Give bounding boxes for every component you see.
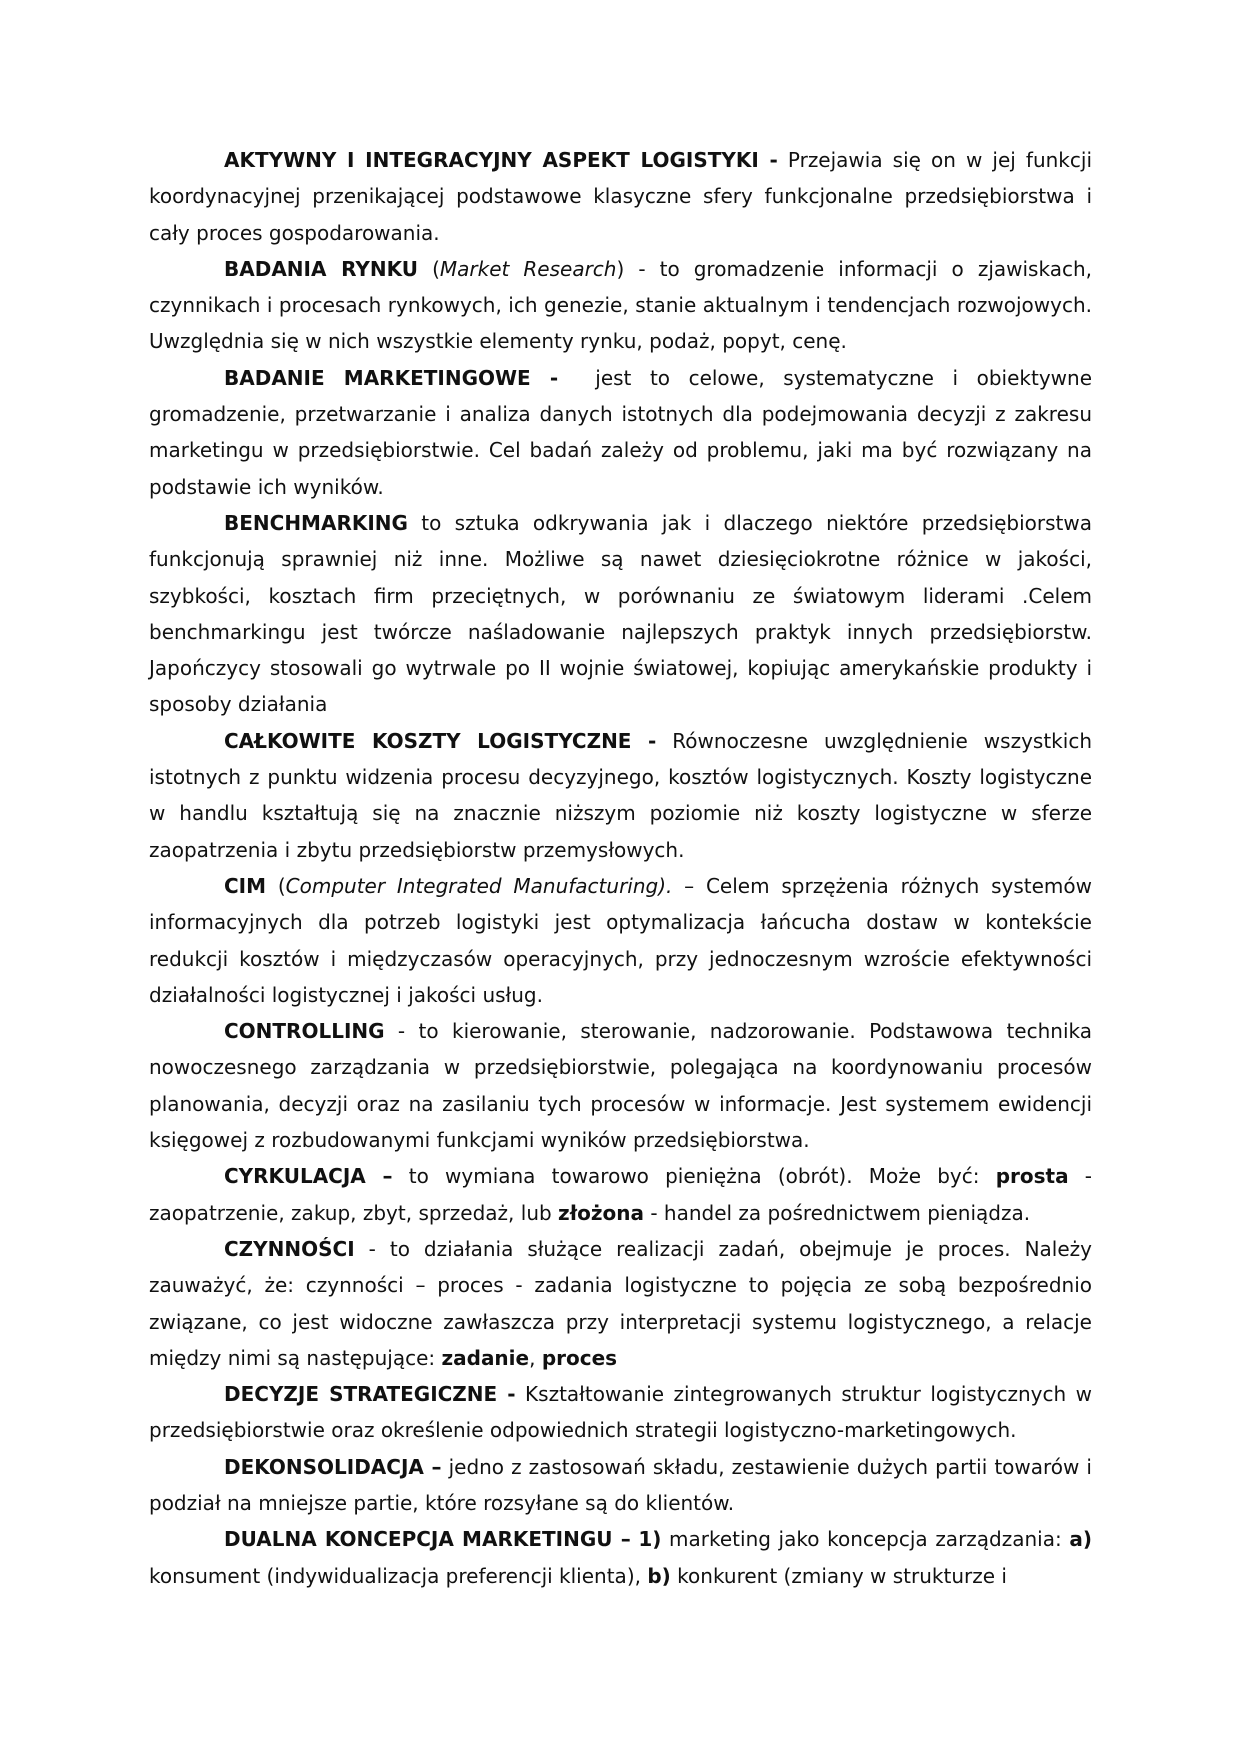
bold-keyword: b) bbox=[647, 1563, 671, 1588]
definition-text: - to kierowanie, sterowanie, nadzorowanie. Podstawowa technika nowoczesnego zarządzania w przedsiębiorstwie, polegająca na koordynowaniu procesów planowania, decyzji oraz na zasilaniu tych procesów w informacje. Jest systemem ewidencji księgowej z rozbudowanymi funkcjami wyników przedsiębiorstwa. bbox=[149, 1019, 1092, 1153]
term-heading: CAŁKOWITE KOSZTY LOGISTYCZNE - bbox=[224, 728, 657, 753]
term-heading: CZYNNOŚCI bbox=[224, 1236, 355, 1261]
definition-text: ) - to gromadzenie informacji o zjawiskach, czynnikach i procesach rynkowych, ich genezie, stanie aktualnym i tendencjach rozwojowych. Uwzględnia się w nich wszystkie elementy rynku, podaż, popyt, cenę. bbox=[149, 256, 1092, 354]
term-heading: AKTYWNY I INTEGRACYJNY ASPEKT LOGISTYKI - bbox=[224, 148, 778, 172]
definition-text: Kształtowanie zintegrowanych struktur logistycznych w przedsiębiorstwie oraz określenie odpowiednich strategii logistyczno-marketingowych. bbox=[149, 1382, 1092, 1443]
definition-text: ( bbox=[266, 873, 286, 898]
entry-calkowite-koszty bbox=[149, 723, 1092, 868]
definition-text: jedno z zastosowań składu, zestawienie dużych partii towarów i podział na mniejsze partie, które rozsyłane są do klientów. bbox=[149, 1454, 1092, 1515]
entry-aktywny-aspekt bbox=[149, 142, 1092, 251]
english-term: Computer Integrated Manufacturing). bbox=[285, 873, 673, 898]
definition-text: , bbox=[529, 1345, 542, 1370]
term-heading: BADANIA RYNKU bbox=[224, 256, 419, 281]
definition-text: - to działania służące realizacji zadań, obejmuje je proces. Należy zauważyć, że: czynności – proces - zadania logistyczne to pojęcia ze sobą bezpośrednio związane, co jest widoczne zawłaszcza przy interpretacji systemu logistycznego, a relacje między nimi są następujące: bbox=[149, 1236, 1092, 1370]
document-page bbox=[149, 142, 1099, 1594]
entry-dekonsolidacja bbox=[149, 1449, 1092, 1522]
term-heading: BENCHMARKING bbox=[224, 510, 408, 535]
definition-text: - handel za pośrednictwem pieniądza. bbox=[643, 1200, 1031, 1225]
entry-controlling bbox=[149, 1013, 1092, 1158]
bold-keyword: złożona bbox=[558, 1200, 644, 1225]
term-heading: DECYZJE STRATEGICZNE - bbox=[224, 1382, 516, 1407]
definition-text: konsument (indywidualizacja preferencji klienta), bbox=[149, 1563, 648, 1588]
definition-text: Przejawia się on w jej funkcji koordynacyjnej przenikającej podstawowe klasyczne sfery funkcjonalne przedsiębiorstwa i cały proces gospodarowania. bbox=[149, 148, 1092, 245]
definition-text: – Celem sprzężenia różnych systemów informacyjnych dla potrzeb logistyki jest optymalizacja łańcucha dostaw w kontekście redukcji kosztów i międzyczasów operacyjnych, przy jednoczesnym wzroście efektywności działalności logistycznej i jakości usług. bbox=[149, 873, 1092, 1007]
entry-czynnosci bbox=[149, 1231, 1092, 1376]
definition-text: to wymiana towarowo pieniężna (obrót). Może być: bbox=[392, 1164, 996, 1189]
definition-text: to sztuka odkrywania jak i dlaczego niektóre przedsiębiorstwa funkcjonują sprawniej niż inne. Możliwe są nawet dziesięciokrotne różnice w jakości, szybkości, kosztach firm przeciętnych, w porównaniu ze światowym liderami .Celem benchmarkingu jest twórcze naśladowanie najlepszych praktyk innych przedsiębiorstw. Japończycy stosowali go wytrwale po II wojnie światowej, kopiując amerykańskie produkty i sposoby działania bbox=[149, 510, 1092, 717]
entry-badania-rynku bbox=[149, 251, 1092, 360]
entry-benchmarking bbox=[149, 505, 1092, 723]
entry-dualna-koncepcja bbox=[149, 1521, 1092, 1594]
term-heading: DUALNA KONCEPCJA MARKETINGU – bbox=[224, 1527, 631, 1552]
definition-text: - zaopatrzenie, zakup, zbyt, sprzedaż, lub bbox=[149, 1164, 1092, 1225]
entry-decyzje-strategiczne bbox=[149, 1376, 1092, 1449]
entry-cyrkulacja bbox=[149, 1158, 1092, 1231]
definition-text: Równoczesne uwzględnienie wszystkich istotnych z punktu widzenia procesu decyzyjnego, kosztów logistycznych. Koszty logistyczne w handlu kształtują się na znacznie niższym poziomie niż koszty logistyczne w sferze zaopatrzenia i zbytu przedsiębiorstw przemysłowych. bbox=[149, 728, 1092, 862]
term-heading: DEKONSOLIDACJA – bbox=[224, 1454, 442, 1479]
bold-keyword: prosta bbox=[995, 1164, 1069, 1189]
term-heading: BADANIE MARKETINGOWE - bbox=[224, 365, 559, 390]
bold-keyword: zadanie bbox=[441, 1345, 530, 1370]
term-heading: CYRKULACJA – bbox=[224, 1164, 393, 1189]
bold-keyword: a) bbox=[1069, 1527, 1092, 1552]
definition-text: jest to celowe, systematyczne i obiektywne gromadzenie, przetwarzanie i analiza danych istotnych dla podejmowania decyzji z zakresu marketingu w przedsiębiorstwie. Cel badań zależy od problemu, jaki ma być rozwiązany na podstawie ich wyników. bbox=[149, 365, 1099, 499]
term-heading: CONTROLLING bbox=[224, 1019, 385, 1044]
definition-text: marketing jako koncepcja zarządzania: bbox=[661, 1527, 1070, 1552]
bold-keyword: 1) bbox=[638, 1527, 662, 1552]
definition-text: konkurent (zmiany w strukturze i bbox=[670, 1563, 1007, 1588]
bold-keyword: proces bbox=[541, 1345, 618, 1370]
entry-badanie-marketingowe bbox=[149, 360, 1099, 505]
definition-text: ( bbox=[418, 256, 440, 281]
english-term: Market Research bbox=[439, 256, 617, 281]
entry-cim bbox=[149, 868, 1092, 1013]
term-heading: CIM bbox=[224, 873, 267, 898]
